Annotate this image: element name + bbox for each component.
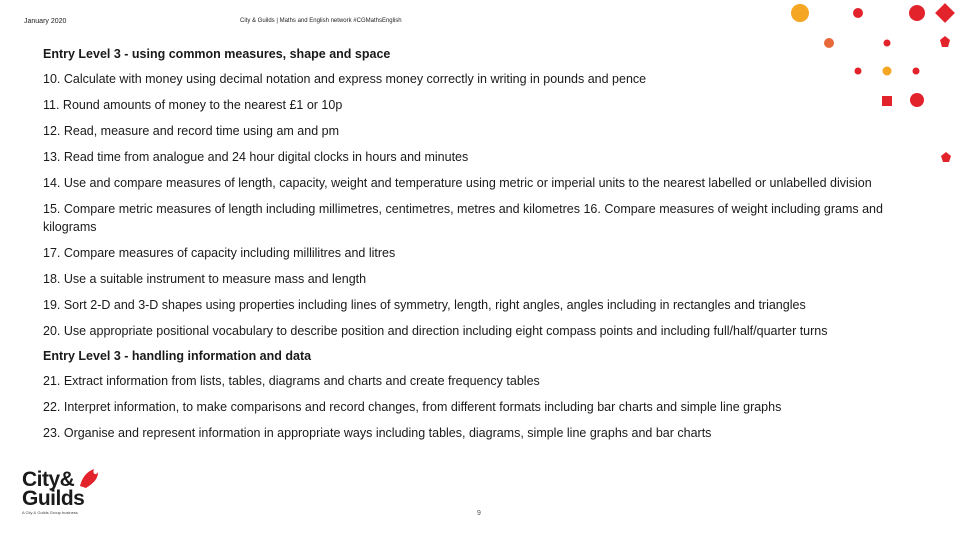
page-number: 9	[477, 510, 481, 517]
list-item: 13. Read time from analogue and 24 hour digital clocks in hours and minutes	[43, 150, 469, 164]
list-item: 20. Use appropriate positional vocabulary to describe position and direction including eight compass points and including full/half/quarter turns	[43, 324, 828, 338]
list-item: 15. Compare metric measures of length including millimetres, centimetres, metres and kilometres 16. Compare measures of weight including grams and kilograms	[43, 202, 883, 234]
dot	[940, 36, 950, 47]
list-item: 11. Round amounts of money to the nearest £1 or 10p	[43, 98, 343, 112]
griffin-icon	[76, 466, 100, 490]
dot	[909, 5, 925, 21]
main-content	[43, 46, 933, 442]
list-item: 22. Interpret information, to make comparisons and record changes, from different formats including bar charts and simple line graphs	[43, 400, 782, 414]
header-date: January 2020	[24, 18, 67, 25]
city-guilds-logo	[22, 470, 102, 520]
dot	[791, 4, 809, 22]
list-item: 21. Extract information from lists, tables, diagrams and charts and create frequency tables	[43, 374, 540, 388]
logo-line2: Guilds	[22, 487, 85, 510]
logo-line1: City&	[22, 468, 75, 491]
list-item: 18. Use a suitable instrument to measure mass and length	[43, 272, 367, 286]
list-item: 17. Compare measures of capacity including millilitres and litres	[43, 246, 396, 260]
section-heading: Entry Level 3 - handling information and data	[43, 349, 312, 363]
list-item: 14. Use and compare measures of length, capacity, weight and temperature using metric or imperial units to the nearest labelled or unlabelled division	[43, 176, 872, 190]
logo-subtext: A City & Guilds Group business	[22, 510, 78, 515]
dot	[935, 3, 955, 23]
list-item: 19. Sort 2-D and 3-D shapes using properties including lines of symmetry, length, right angles, angles including in rectangles and triangles	[43, 298, 806, 312]
section-heading: Entry Level 3 - using common measures, shape and space	[43, 47, 391, 61]
list-item: 12. Read, measure and record time using am and pm	[43, 124, 339, 138]
header-network: City & Guilds | Maths and English network #CGMathsEnglish	[240, 18, 402, 24]
dot	[941, 152, 951, 162]
list-item: 10. Calculate with money using decimal notation and express money correctly in writing in pounds and pence	[43, 72, 647, 86]
list-item: 23. Organise and represent information in appropriate ways including tables, diagrams, simple line graphs and bar charts	[43, 426, 712, 440]
dot	[853, 8, 863, 18]
